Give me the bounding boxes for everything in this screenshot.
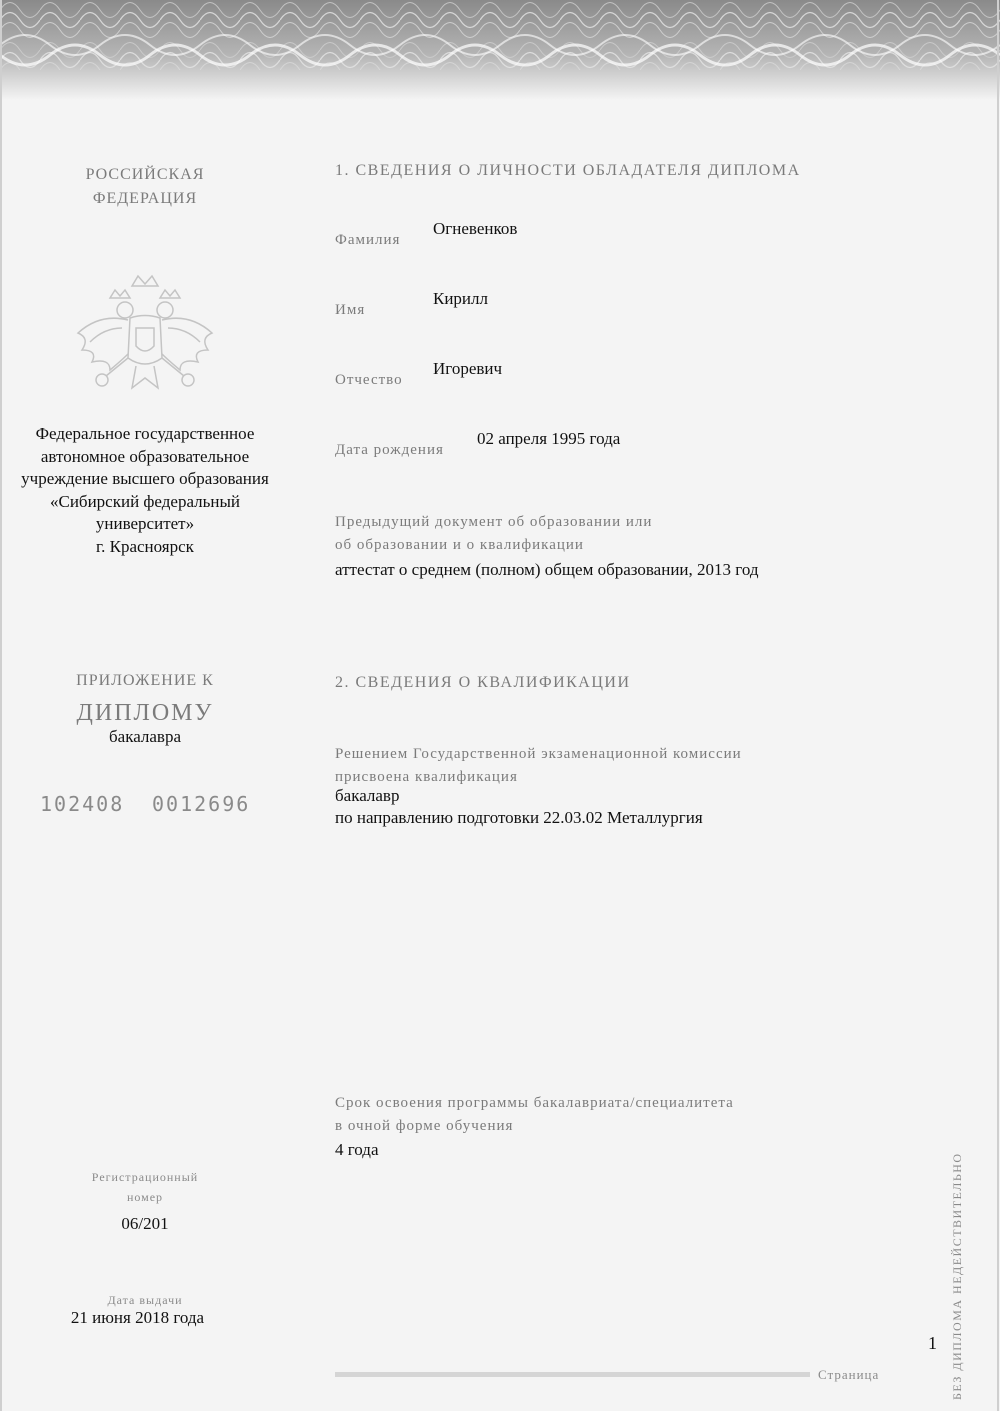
appendix-title-line-1: ПРИЛОЖЕНИЕ К: [76, 672, 214, 689]
registration-label-line-1: Регистрационный: [91, 1170, 199, 1184]
country-name: [60, 163, 230, 211]
previous-document-label-line-1: Предыдущий документ об образовании или: [335, 514, 653, 530]
double-headed-eagle-emblem-icon: [70, 258, 220, 403]
appendix-degree-type: бакалавра: [109, 727, 181, 746]
validity-note: БЕЗ ДИПЛОМА НЕДЕЙСТВИТЕЛЬНО: [950, 1152, 964, 1400]
study-duration-value: 4 года: [335, 1140, 379, 1159]
page-number: 1: [928, 1333, 937, 1353]
birth-date-value: 02 апреля 1995 года: [477, 429, 621, 448]
surname-label: Фамилия: [335, 232, 401, 248]
bottom-stripe: [335, 1372, 810, 1377]
appendix-title-line-2: ДИПЛОМУ: [76, 700, 214, 726]
first-name-label: Имя: [335, 302, 366, 318]
institution-line-3: учреждение высшего образования: [21, 469, 269, 488]
previous-document-label-line-2: об образовании и о квалификации: [335, 537, 584, 553]
institution-name: [5, 423, 285, 558]
patronymic-label: Отчество: [335, 372, 403, 388]
left-edge-line: [0, 0, 2, 1411]
commission-decision-line-1: Решением Государственной экзаменационной комиссии: [335, 746, 742, 762]
institution-city: г. Красноярск: [96, 536, 194, 556]
country-line-1: РОССИЙСКАЯ: [85, 166, 205, 183]
guilloche-pattern-icon: [0, 0, 1000, 100]
section-2-title: 2. СВЕДЕНИЯ О КВАЛИФИКАЦИИ: [335, 674, 631, 691]
country-line-2: ФЕДЕРАЦИЯ: [92, 190, 198, 207]
page-label: Страница: [818, 1367, 880, 1382]
registration-label: [70, 1167, 220, 1207]
registration-label-line-2: номер: [126, 1190, 164, 1204]
section-1-title: 1. СВЕДЕНИЯ О ЛИЧНОСТИ ОБЛАДАТЕЛЯ ДИПЛОМА: [335, 162, 801, 179]
first-name-value: Кирилл: [433, 289, 489, 308]
study-direction-value: по направлению подготовки 22.03.02 Металлургия: [335, 808, 703, 827]
registration-number: 06/201: [121, 1214, 169, 1233]
institution-line-2: автономное образовательное: [40, 446, 250, 466]
patronymic-value: Игоревич: [433, 359, 503, 378]
right-edge-line: [997, 0, 999, 1411]
birth-date-label: Дата рождения: [335, 442, 444, 458]
study-duration-label-line-1: Срок освоения программы бакалавриата/специалитета: [335, 1095, 734, 1111]
commission-decision-label: [335, 743, 742, 789]
issue-date-value: 21 июня 2018 года: [70, 1308, 205, 1327]
commission-decision-line-2: присвоена квалификация: [335, 769, 518, 785]
previous-document-label: [335, 511, 652, 557]
issue-date-label: Дата выдачи: [107, 1293, 183, 1307]
serial-number: 0012696: [152, 792, 251, 816]
serial-prefix: 102408: [40, 792, 125, 816]
institution-line-5: университет»: [95, 514, 195, 533]
qualification-value: бакалавр: [335, 786, 400, 805]
institution-line-4: «Сибирский федеральный: [49, 491, 240, 511]
study-duration-label-line-2: в очной форме обучения: [335, 1118, 514, 1134]
surname-value: Огневенков: [433, 219, 518, 238]
institution-line-1: Федеральное государственное: [35, 424, 255, 443]
study-duration-label: [335, 1092, 734, 1138]
guilloche-border: [0, 0, 1000, 100]
previous-document-value: аттестат о среднем (полном) общем образовании, 2013 год: [335, 560, 759, 579]
